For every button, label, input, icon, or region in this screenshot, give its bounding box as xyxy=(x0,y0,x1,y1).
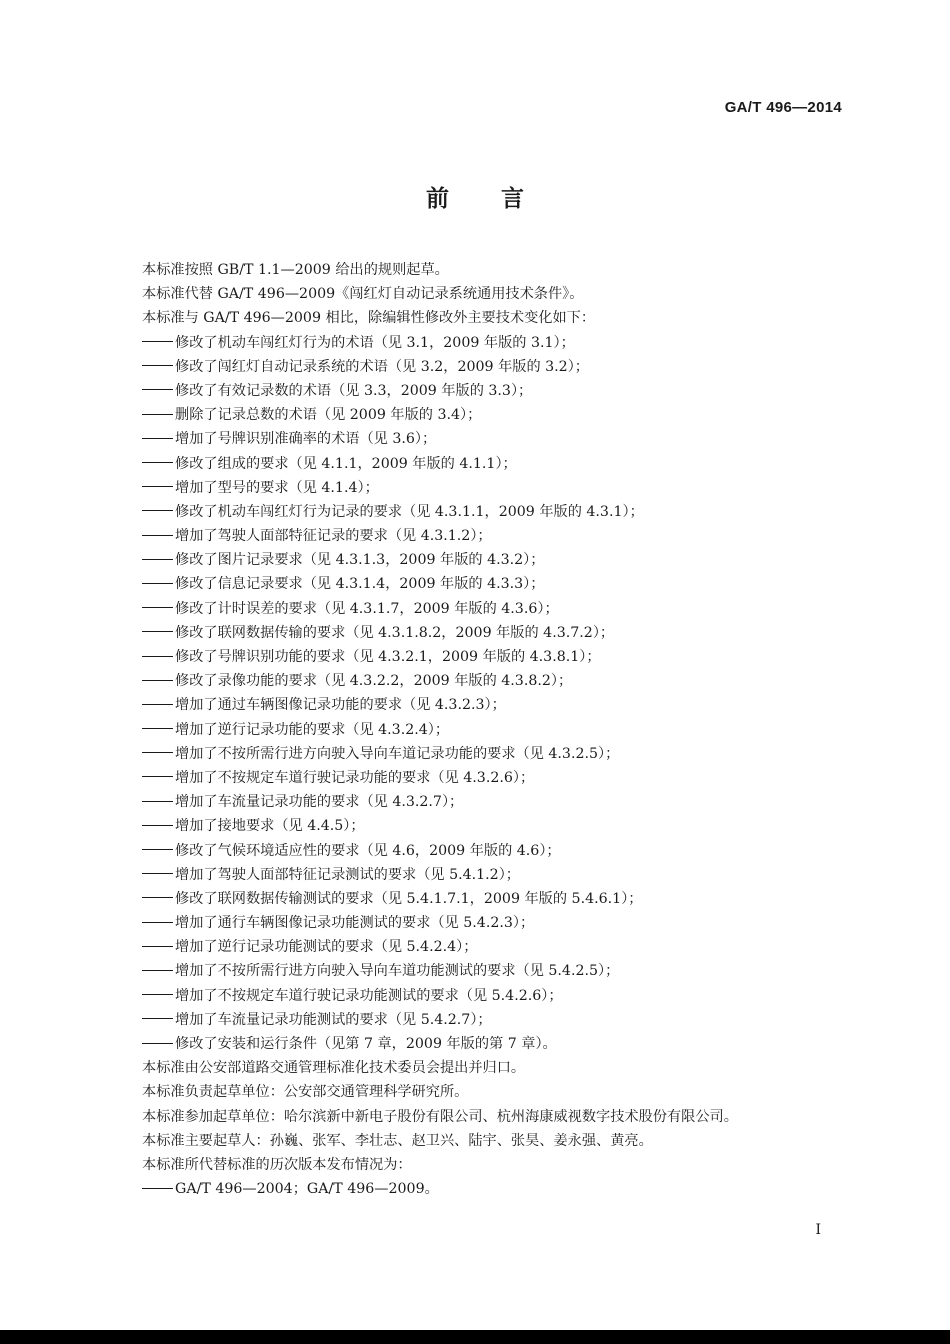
dash-bullet xyxy=(142,414,173,415)
dash-bullet xyxy=(142,1188,173,1189)
dash-bullet xyxy=(142,873,173,874)
list-item: 修改了机动车闯红灯行为记录的要求（见 4.3.1.1，2009 年版的 4.3.1）； xyxy=(142,500,842,524)
list-item: 增加了不按规定车道行驶记录功能测试的要求（见 5.4.2.6）； xyxy=(142,984,842,1008)
dash-bullet xyxy=(142,1043,173,1044)
dash-bullet xyxy=(142,510,173,511)
list-item: 增加了车流量记录功能的要求（见 4.3.2.7）； xyxy=(142,790,842,814)
list-item: 增加了接地要求（见 4.4.5）； xyxy=(142,814,842,838)
dash-bullet xyxy=(142,922,173,923)
list-item: 修改了机动车闯红灯行为的术语（见 3.1，2009 年版的 3.1）； xyxy=(142,331,842,355)
dash-bullet xyxy=(142,389,173,390)
list-item: 增加了逆行记录功能的要求（见 4.3.2.4）； xyxy=(142,718,842,742)
dash-bullet xyxy=(142,559,173,560)
standard-code: GA/T 496—2014 xyxy=(724,99,842,116)
dash-bullet xyxy=(142,462,173,463)
dash-bullet xyxy=(142,825,173,826)
dash-bullet xyxy=(142,704,173,705)
bottom-border xyxy=(0,1330,950,1344)
dash-bullet xyxy=(142,946,173,947)
list-item: 修改了录像功能的要求（见 4.3.2.2，2009 年版的 4.3.8.2）； xyxy=(142,669,842,693)
foreword-body xyxy=(142,258,842,1201)
dash-bullet xyxy=(142,486,173,487)
list-item: 增加了驾驶人面部特征记录测试的要求（见 5.4.1.2）； xyxy=(142,863,842,887)
dash-bullet xyxy=(142,994,173,995)
dash-bullet xyxy=(142,365,173,366)
list-item: 修改了联网数据传输测试的要求（见 5.4.1.7.1，2009 年版的 5.4.6.1）； xyxy=(142,887,842,911)
list-item: 修改了组成的要求（见 4.1.1，2009 年版的 4.1.1）； xyxy=(142,452,842,476)
dash-bullet xyxy=(142,801,173,802)
dash-bullet xyxy=(142,849,173,850)
paragraph: 本标准由公安部道路交通管理标准化技术委员会提出并归口。 xyxy=(142,1060,526,1077)
dash-bullet xyxy=(142,776,173,777)
list-item: 修改了闯红灯自动记录系统的术语（见 3.2，2009 年版的 3.2）； xyxy=(142,355,842,379)
dash-bullet xyxy=(142,970,173,971)
dash-bullet xyxy=(142,752,173,753)
list-item: 增加了不按所需行进方向驶入导向车道功能测试的要求（见 5.4.2.5）； xyxy=(142,959,842,983)
list-item: 修改了安装和运行条件（见第 7 章，2009 年版的第 7 章）。 xyxy=(142,1032,842,1056)
page-title xyxy=(0,180,950,213)
list-item: 修改了信息记录要求（见 4.3.1.4，2009 年版的 4.3.3）； xyxy=(142,572,842,596)
list-item: 增加了逆行记录功能测试的要求（见 5.4.2.4）； xyxy=(142,935,842,959)
list-item: 修改了有效记录数的术语（见 3.3，2009 年版的 3.3）； xyxy=(142,379,842,403)
dash-bullet xyxy=(142,631,173,632)
page-number: I xyxy=(815,1222,821,1238)
list-item: 增加了不按规定车道行驶记录功能的要求（见 4.3.2.6）； xyxy=(142,766,842,790)
paragraph: 本标准参加起草单位：哈尔滨新中新电子股份有限公司、杭州海康威视数字技术股份有限公司。 xyxy=(142,1108,738,1125)
list-item: 增加了通过车辆图像记录功能的要求（见 4.3.2.3）； xyxy=(142,693,842,717)
dash-bullet xyxy=(142,438,173,439)
paragraph: 本标准代替 GA/T 496—2009《闯红灯自动记录系统通用技术条件》。 xyxy=(142,286,584,303)
dash-bullet xyxy=(142,680,173,681)
list-item: 增加了车流量记录功能测试的要求（见 5.4.2.7）； xyxy=(142,1008,842,1032)
list-item: 修改了号牌识别功能的要求（见 4.3.2.1，2009 年版的 4.3.8.1）； xyxy=(142,645,842,669)
list-item: 增加了不按所需行进方向驶入导向车道记录功能的要求（见 4.3.2.5）； xyxy=(142,742,842,766)
list-item: 增加了型号的要求（见 4.1.4）； xyxy=(142,476,842,500)
paragraph: 本标准负责起草单位：公安部交通管理科学研究所。 xyxy=(142,1084,469,1101)
list-item: 增加了号牌识别准确率的术语（见 3.6）； xyxy=(142,427,842,451)
paragraph: 本标准与 GA/T 496—2009 相比，除编辑性修改外主要技术变化如下： xyxy=(142,310,596,327)
paragraph: 本标准主要起草人：孙巍、张军、李壮志、赵卫兴、陆宇、张昊、姜永强、黄亮。 xyxy=(142,1132,653,1149)
dash-bullet xyxy=(142,607,173,608)
dash-bullet xyxy=(142,897,173,898)
dash-bullet xyxy=(142,583,173,584)
list-item: 修改了气候环境适应性的要求（见 4.6，2009 年版的 4.6）； xyxy=(142,839,842,863)
paragraph: 本标准所代替标准的历次版本发布情况为： xyxy=(142,1156,412,1173)
change-list xyxy=(142,331,842,1057)
list-item: 增加了通行车辆图像记录功能测试的要求（见 5.4.2.3）； xyxy=(142,911,842,935)
list-item: GA/T 496—2004；GA/T 496—2009。 xyxy=(142,1177,842,1201)
dash-bullet xyxy=(142,341,173,342)
title-char-1: 前 xyxy=(426,186,449,212)
paragraph: 本标准按照 GB/T 1.1—2009 给出的规则起草。 xyxy=(142,262,449,278)
list-item: 修改了联网数据传输的要求（见 4.3.1.8.2，2009 年版的 4.3.7.2）； xyxy=(142,621,842,645)
list-item: 增加了驾驶人面部特征记录的要求（见 4.3.1.2）； xyxy=(142,524,842,548)
list-item: 修改了图片记录要求（见 4.3.1.3，2009 年版的 4.3.2）； xyxy=(142,548,842,572)
dash-bullet xyxy=(142,728,173,729)
dash-bullet xyxy=(142,656,173,657)
list-item: 修改了计时误差的要求（见 4.3.1.7，2009 年版的 4.3.6）； xyxy=(142,597,842,621)
dash-bullet xyxy=(142,1018,173,1019)
title-char-2: 言 xyxy=(501,186,524,212)
dash-bullet xyxy=(142,535,173,536)
list-item: 删除了记录总数的术语（见 2009 年版的 3.4）； xyxy=(142,403,842,427)
